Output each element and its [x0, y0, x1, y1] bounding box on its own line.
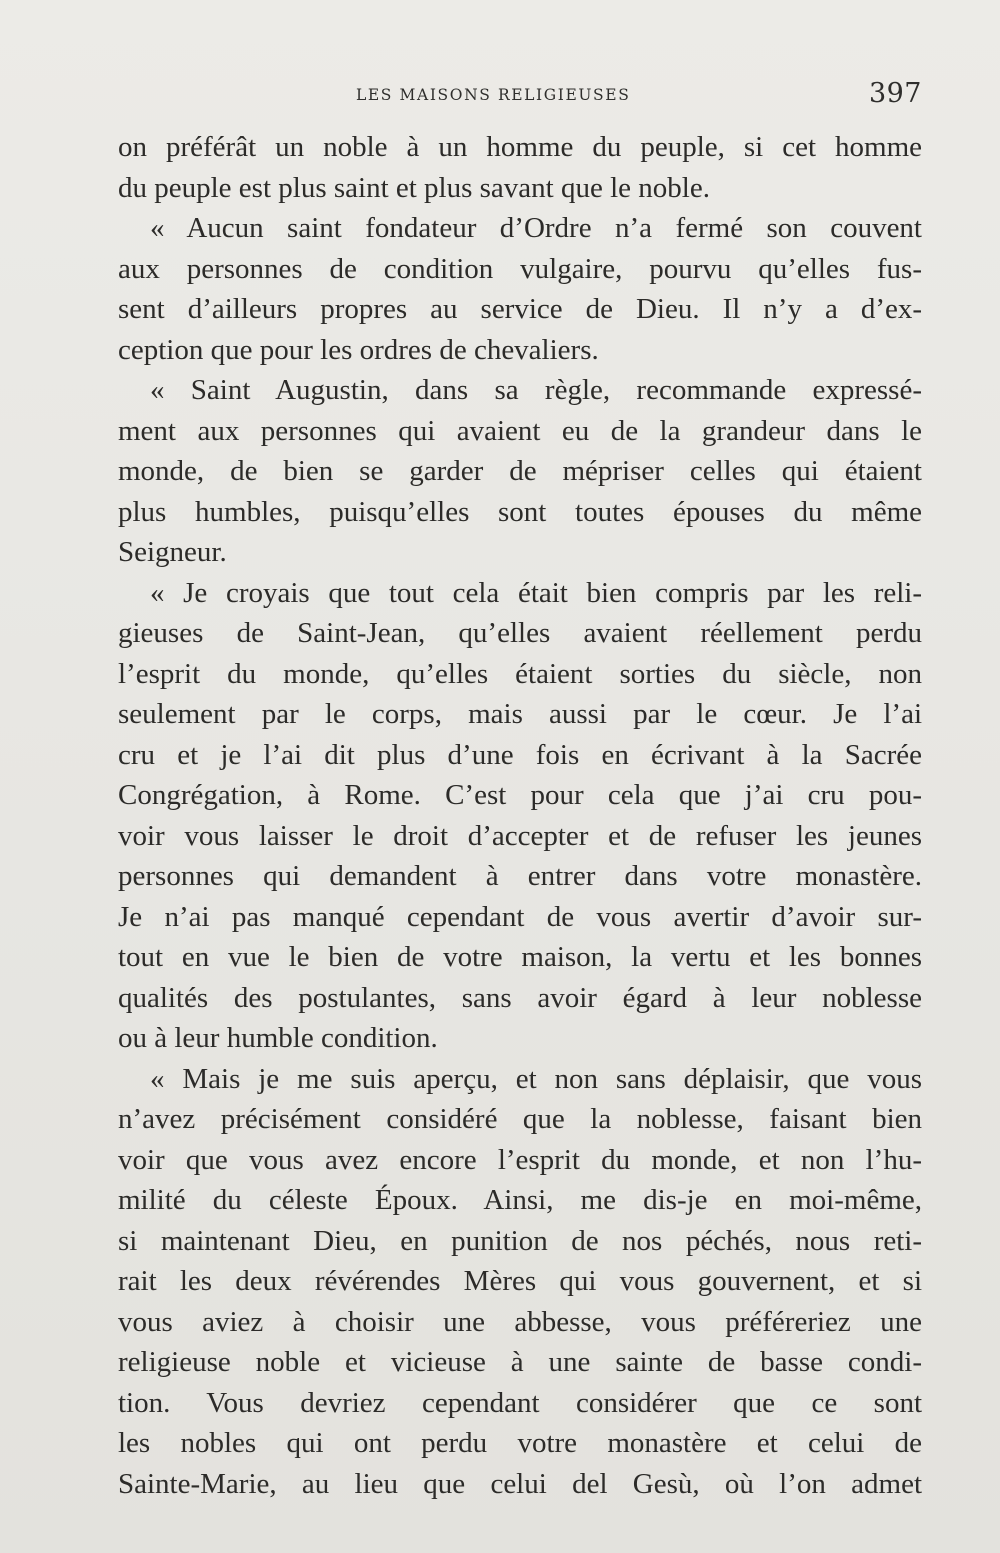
text-line: Congrégation, à Rome. C’est pour cela que j’ai cru pou-	[118, 779, 922, 811]
running-title: LES MAISONS RELIGIEUSES	[356, 86, 631, 104]
text-line: on préférât un noble à un homme du peuple, si cet homme	[118, 131, 922, 163]
text-line: rait les deux révérendes Mères qui vous gouvernent, et si	[118, 1265, 922, 1297]
text-line: « Mais je me suis aperçu, et non sans déplaisir, que vous	[150, 1062, 922, 1095]
text-line: qualités des postulantes, sans avoir égard à leur noblesse	[118, 981, 922, 1014]
text-line: gieuses de Saint-Jean, qu’elles avaient réellement perdu	[118, 617, 922, 649]
text-line: personnes qui demandent à entrer dans votre monastère.	[118, 860, 922, 892]
text-line: sent d’ailleurs propres au service de Dieu. Il n’y a d’ex-	[118, 293, 922, 325]
body-text	[118, 127, 922, 1504]
text-line: religieuse noble et vicieuse à une sainte de basse condi-	[118, 1346, 922, 1378]
text-line: cru et je l’ai dit plus d’une fois en écrivant à la Sacrée	[118, 738, 922, 771]
text-line: « Je croyais que tout cela était bien compris par les reli-	[150, 576, 922, 609]
text-line: Seigneur.	[118, 536, 227, 568]
text-line: tout en vue le bien de votre maison, la vertu et les bonnes	[118, 941, 922, 973]
text-line: l’esprit du monde, qu’elles étaient sorties du siècle, non	[118, 657, 922, 690]
text-line: aux personnes de condition vulgaire, pourvu qu’elles fus-	[118, 252, 922, 285]
text-line: ception que pour les ordres de chevaliers.	[118, 333, 599, 366]
page-number: 397	[868, 78, 922, 109]
text-line: milité du céleste Époux. Ainsi, me dis-je en moi-même,	[118, 1184, 922, 1216]
text-line: si maintenant Dieu, en punition de nos péchés, nous reti-	[118, 1224, 922, 1257]
text-line: n’avez précisément considéré que la noblesse, faisant bien	[118, 1103, 922, 1135]
text-line: « Aucun saint fondateur d’Ordre n’a fermé son couvent	[150, 212, 922, 244]
text-line: Je n’ai pas manqué cependant de vous avertir d’avoir sur-	[118, 900, 922, 933]
text-line: voir que vous avez encore l’esprit du monde, et non l’hu-	[118, 1143, 922, 1176]
text-line: « Saint Augustin, dans sa règle, recommande expressé-	[150, 374, 922, 406]
text-line: Sainte-Marie, au lieu que celui del Gesù, où l’on admet	[118, 1467, 922, 1500]
text-line: monde, de bien se garder de mépriser celles qui étaient	[118, 455, 922, 487]
text-line: voir vous laisser le droit d’accepter et de refuser les jeunes	[118, 819, 922, 852]
text-line: plus humbles, puisqu’elles sont toutes épouses du même	[118, 495, 922, 528]
text-line: du peuple est plus saint et plus savant que le noble.	[118, 171, 710, 204]
running-head	[118, 78, 922, 112]
text-line: les nobles qui ont perdu votre monastère et celui de	[118, 1427, 922, 1459]
text-line: tion. Vous devriez cependant considérer que ce sont	[118, 1386, 922, 1419]
text-line: ment aux personnes qui avaient eu de la grandeur dans le	[118, 414, 922, 447]
text-line: vous aviez à choisir une abbesse, vous préféreriez une	[118, 1305, 922, 1338]
text-line: seulement par le corps, mais aussi par le cœur. Je l’ai	[118, 698, 922, 730]
text-line: ou à leur humble condition.	[118, 1022, 438, 1054]
